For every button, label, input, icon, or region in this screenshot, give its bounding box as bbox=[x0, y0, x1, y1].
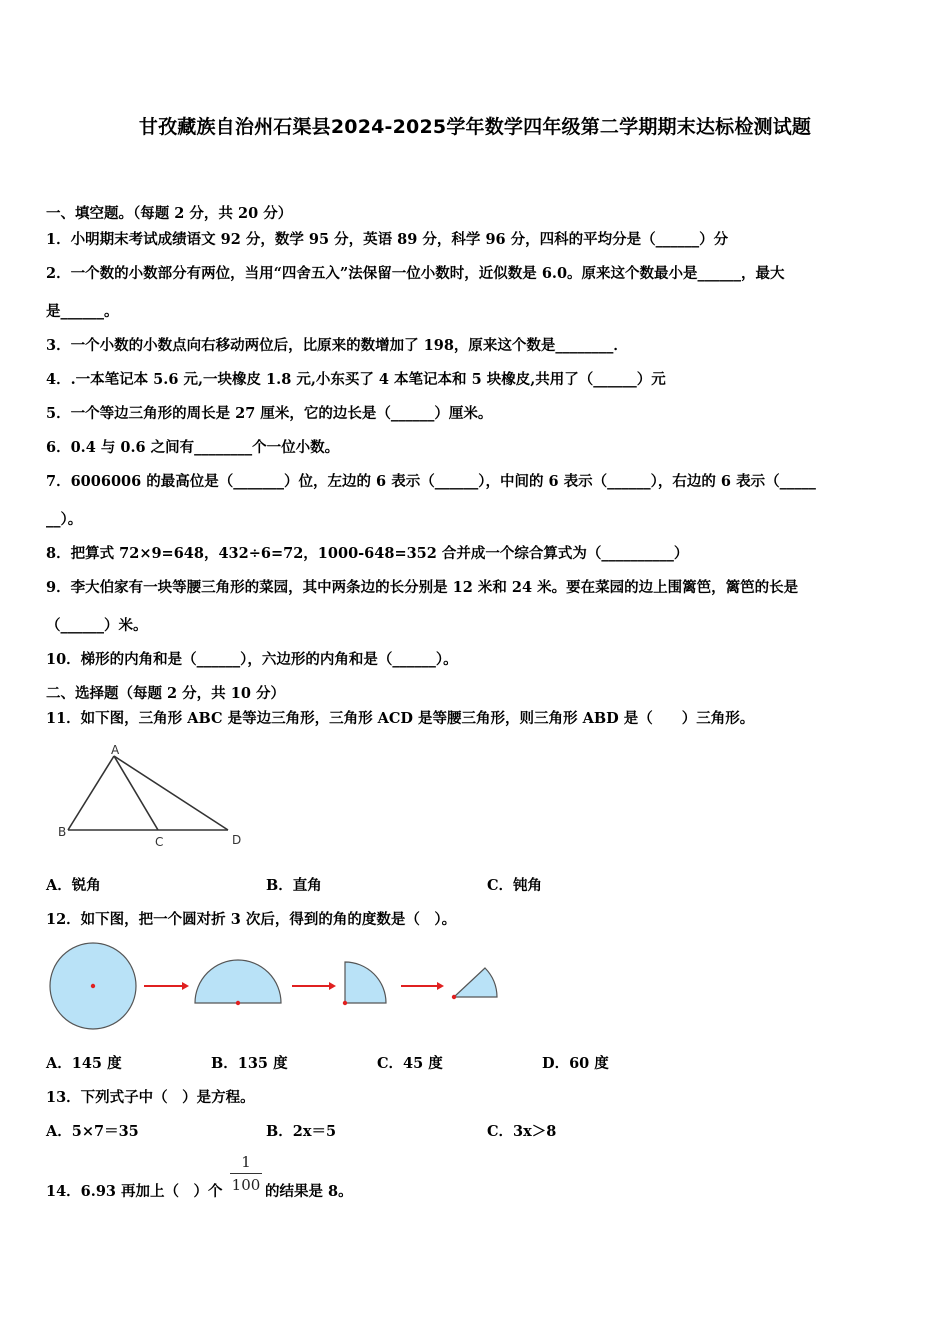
question-9-line1: 9．李大伯家有一块等腰三角形的菜园，其中两条边的长分别是 12 米和 24 米。要在菜园的边上围篱笆，篱笆的长是 bbox=[46, 579, 799, 596]
q12-option-c[interactable]: C．45 度 bbox=[377, 1055, 443, 1072]
q12-option-d[interactable]: D．60 度 bbox=[542, 1055, 609, 1072]
label-a: A bbox=[111, 743, 120, 757]
question-1: 1．小明期末考试成绩语文 92 分，数学 95 分，英语 89 分，科学 96 分，四科的平均分是（______）分 bbox=[46, 231, 729, 248]
question-6: 6．0.4 与 0.6 之间有________个一位小数。 bbox=[46, 439, 340, 456]
label-b: B bbox=[58, 825, 67, 839]
q12-option-a[interactable]: A．145 度 bbox=[46, 1055, 122, 1072]
section2-heading: 二、选择题（每题 2 分，共 10 分） bbox=[46, 685, 285, 702]
question-13: 13．下列式子中（ ）是方程。 bbox=[46, 1089, 255, 1106]
circle-fold-figure bbox=[46, 938, 506, 1034]
question-7-line1: 7．6006006 的最高位是（_______）位，左边的 6 表示（______），中间的 6 表示（______），右边的 6 表示（_____ bbox=[46, 473, 816, 490]
question-9-line2: （______）米。 bbox=[46, 617, 148, 634]
question-2-line1: 2．一个数的小数部分有两位，当用“四舍五入”法保留一位小数时，近似数是 6.0。原来这个数最小是______，最大 bbox=[46, 265, 785, 282]
q13-option-b[interactable]: B．2x＝5 bbox=[266, 1123, 337, 1140]
q11-option-b[interactable]: B．直角 bbox=[266, 877, 322, 894]
q12-option-b[interactable]: B．135 度 bbox=[211, 1055, 288, 1072]
q11-option-c[interactable]: C．钝角 bbox=[487, 877, 543, 894]
label-c: C bbox=[155, 835, 164, 849]
question-11: 11．如下图，三角形 ABC 是等边三角形，三角形 ACD 是等腰三角形，则三角形 ABD 是（ ）三角形。 bbox=[46, 710, 755, 727]
question-14-before: 14．6.93 再加上（ ）个 bbox=[46, 1183, 223, 1200]
question-4: 4．.一本笔记本 5.6 元,一块橡皮 1.8 元,小东买了 4 本笔记本和 5 块橡皮,共用了（______）元 bbox=[46, 371, 666, 388]
question-12: 12．如下图，把一个圆对折 3 次后，得到的角的度数是（ ）。 bbox=[46, 911, 457, 928]
triangle-figure bbox=[52, 740, 252, 852]
question-3: 3．一个小数的小数点向右移动两位后，比原来的数增加了 198，原来这个数是________． bbox=[46, 337, 628, 354]
label-d: D bbox=[232, 833, 242, 847]
question-2-line2: 是______。 bbox=[46, 303, 119, 320]
question-14-after: 的结果是 8。 bbox=[265, 1183, 353, 1200]
fraction-one-hundredth bbox=[230, 1153, 262, 1194]
question-8: 8．把算式 72×9=648，432÷6=72，1000-648=352 合并成一个综合算式为（__________） bbox=[46, 545, 689, 562]
question-10: 10．梯形的内角和是（______），六边形的内角和是（______）。 bbox=[46, 651, 458, 668]
section1-heading: 一、填空题。（每题 2 分，共 20 分） bbox=[46, 205, 293, 222]
fraction-denominator: 100 bbox=[231, 1176, 261, 1194]
page-title: 甘孜藏族自治州石渠县2024-2025学年数学四年级第二学期期末达标检测试题 bbox=[138, 116, 812, 138]
question-5: 5．一个等边三角形的周长是 27 厘米，它的边长是（______）厘米。 bbox=[46, 405, 493, 422]
q11-option-a[interactable]: A．锐角 bbox=[46, 877, 101, 894]
q13-option-c[interactable]: C．3x＞8 bbox=[487, 1123, 557, 1140]
fraction-numerator: 1 bbox=[241, 1153, 251, 1171]
q13-option-a[interactable]: A．5×7＝35 bbox=[46, 1123, 139, 1140]
question-7-line2: __）。 bbox=[46, 511, 83, 528]
